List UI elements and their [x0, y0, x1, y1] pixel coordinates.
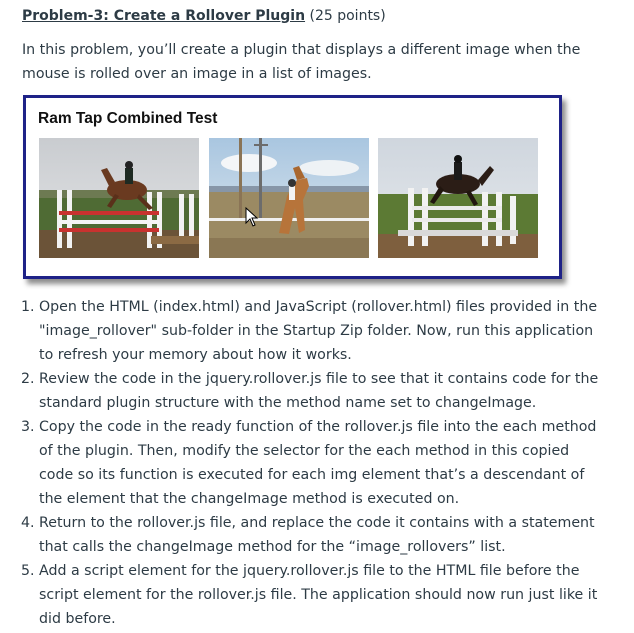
horse-rearing-photo	[209, 138, 369, 258]
step-item-2: 2. Review the code in the jquery.rollover.js file to see that it contains code for the standard plugin structure with the method name set to changeImage.	[39, 367, 599, 415]
step-item-5: 5. Add a script element for the jquery.rollover.js file to the HTML file before the script element for the rollover.js file. The application should now run just like it did before.	[39, 559, 599, 631]
step-item-4: 4. Return to the rollover.js file, and replace the code it contains with a statement that calls the changeImage method for the “image_rollovers” list.	[39, 511, 599, 559]
rollover-image-2[interactable]	[209, 138, 369, 258]
instruction-steps	[22, 295, 599, 631]
rollover-image-3[interactable]	[378, 138, 538, 258]
problem-section	[22, 6, 622, 627]
horse-jumping-fence-photo	[39, 138, 199, 258]
step-item-1: 1. Open the HTML (index.html) and JavaScript (rollover.html) files provided in the "image_rollover" sub-folder in the Startup Zip folder. Now, run this application to refresh your memory about how it works.	[39, 295, 599, 367]
problem-intro: In this problem, you’ll create a plugin that displays a different image when the mouse is rolled over an image in a list of images.	[22, 42, 581, 82]
horse-jumping-oxer-photo	[378, 138, 538, 258]
problem-title-link[interactable]: Problem-3: Create a Rollover Plugin	[22, 8, 306, 24]
problem-points: (25 points)	[309, 8, 386, 24]
step-item-3: 3. Copy the code in the ready function of the rollover.js file into the each method of the plugin. Then, modify the selector for the each method in this copied code so its function is executed for each img element that’s a descendant of the element that the changeImage method is executed on.	[39, 415, 599, 511]
rollover-image-1[interactable]	[39, 138, 199, 258]
demo-title: Ram Tap Combined Test	[38, 110, 218, 127]
problem-heading	[22, 6, 622, 26]
demo-screenshot-frame	[23, 95, 562, 279]
